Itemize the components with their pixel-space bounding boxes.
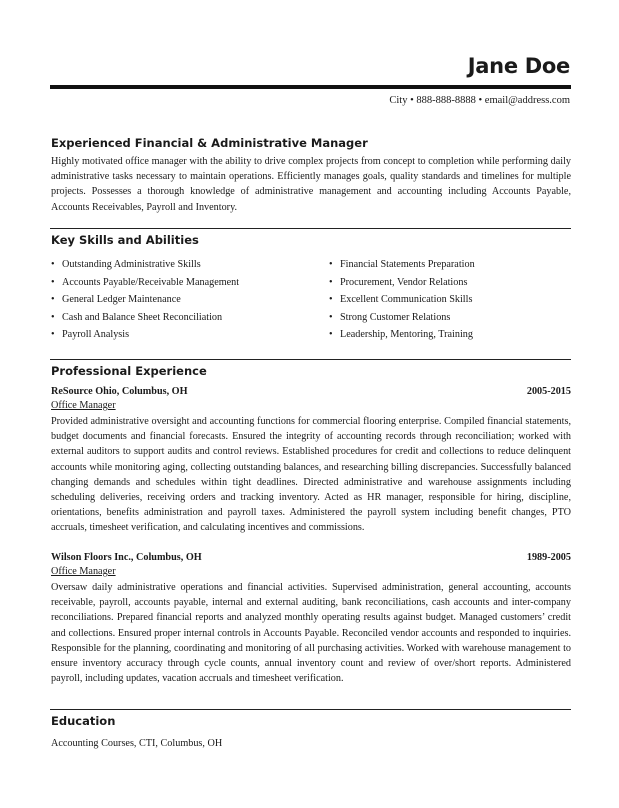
section-divider <box>50 359 571 360</box>
skill-item: • Financial Statements Preparation <box>329 256 475 274</box>
skills-list-right <box>329 256 475 344</box>
skill-item: • General Ledger Maintenance <box>51 291 239 309</box>
education-entry: Accounting Courses, CTI, Columbus, OH <box>51 738 223 749</box>
skill-item: • Accounts Payable/Receivable Management <box>51 274 239 292</box>
job-role: Office Manager <box>51 566 116 577</box>
section-divider <box>50 709 571 710</box>
bullet-icon: • <box>51 276 55 288</box>
education-title: Education <box>51 714 116 728</box>
job-company: Wilson Floors Inc., Columbus, OH <box>51 552 202 563</box>
job-dates: 2005-2015 <box>526 386 571 397</box>
skill-item: • Strong Customer Relations <box>329 309 475 327</box>
bullet-icon: • <box>51 259 55 270</box>
section-divider <box>50 228 571 229</box>
job-role: Office Manager <box>51 400 116 411</box>
job-company: ReSource Ohio, Columbus, OH <box>51 386 188 397</box>
bullet-icon: • <box>329 329 333 340</box>
bullet-icon: • <box>51 311 55 323</box>
job-description: Provided administrative oversight and accounting functions for commercial flooring enterprise. Compiled financial statements, budget documents and financial forecasts. Ensured the integrity of accounting records through reconciliation; worked with external auditors to support audits and control reviews. Established procedures for credit and collections to reduce delinquent accounts while monitoring aging, collecting outstanding balances, and researching billing discrepancies. Successfully balanced changing demands and schedules within tight deadlines. Directed administrative and warehouse assignments including scheduling deliveries, receiving orders and tracking inventory. Acted as HR manager, responsible for hiring, discipline, orientations, benefits administration and payroll taxes. Administered the payroll system including benefit changes, PTO accruals, timesheet verification, and calculating incentives and commissions. <box>51 416 571 534</box>
skills-list-left <box>51 256 239 344</box>
bullet-icon: • <box>329 259 333 270</box>
bullet-icon: • <box>51 294 55 305</box>
job-dates: 1989-2005 <box>526 552 571 563</box>
skill-item: • Procurement, Vendor Relations <box>329 274 475 292</box>
contact-line: City • 888-888-8888 • email@address.com <box>389 95 570 106</box>
bullet-icon: • <box>329 276 333 288</box>
candidate-name: Jane Doe <box>467 54 570 78</box>
skill-item: • Outstanding Administrative Skills <box>51 256 239 274</box>
experience-title: Professional Experience <box>51 364 207 378</box>
skills-title: Key Skills and Abilities <box>51 233 199 247</box>
skill-item: • Payroll Analysis <box>51 326 239 344</box>
job-header <box>51 386 571 400</box>
header-rule <box>50 85 571 89</box>
job-header <box>51 552 571 566</box>
summary-body: Highly motivated office manager with the ability to drive complex projects from concept to completion while performing daily administrative tasks necessary to maintain operations. Efficiently manages goals, quality standards and timelines for multiple projects. Possesses a thorough knowledge of administrative management and accounting including Accounts Payable, Accounts Receivables, Payroll and Inventory. <box>51 156 571 213</box>
skill-item: • Excellent Communication Skills <box>329 291 475 309</box>
skill-item: • Cash and Balance Sheet Reconciliation <box>51 309 239 327</box>
bullet-icon: • <box>51 329 55 340</box>
summary-title: Experienced Financial & Administrative Manager <box>51 136 368 150</box>
job-description: Oversaw daily administrative operations and financial activities. Supervised administration, general accounting, accounts receivable, payroll, accounts payable, internal and external auditing, bank reconciliations, cash accounts and inter-company reconciliations. Prepared financial reports and analyzed monthly operating results against budget. Managed customers’ credit and collections. Ensured proper internal controls in Accounts Payable. Reconciled vendor accounts and responded to inquiries. Responsible for the planning, coordinating and monitoring of all purchasing activities. Worked with warehouse management to ensure inventory accuracy through cycle counts, annual inventory count and review of over/short reports. Administered payroll, including updates, vacation accruals and timesheet verification. <box>51 582 571 685</box>
bullet-icon: • <box>329 311 333 323</box>
skill-item: • Leadership, Mentoring, Training <box>329 326 475 344</box>
bullet-icon: • <box>329 294 333 305</box>
